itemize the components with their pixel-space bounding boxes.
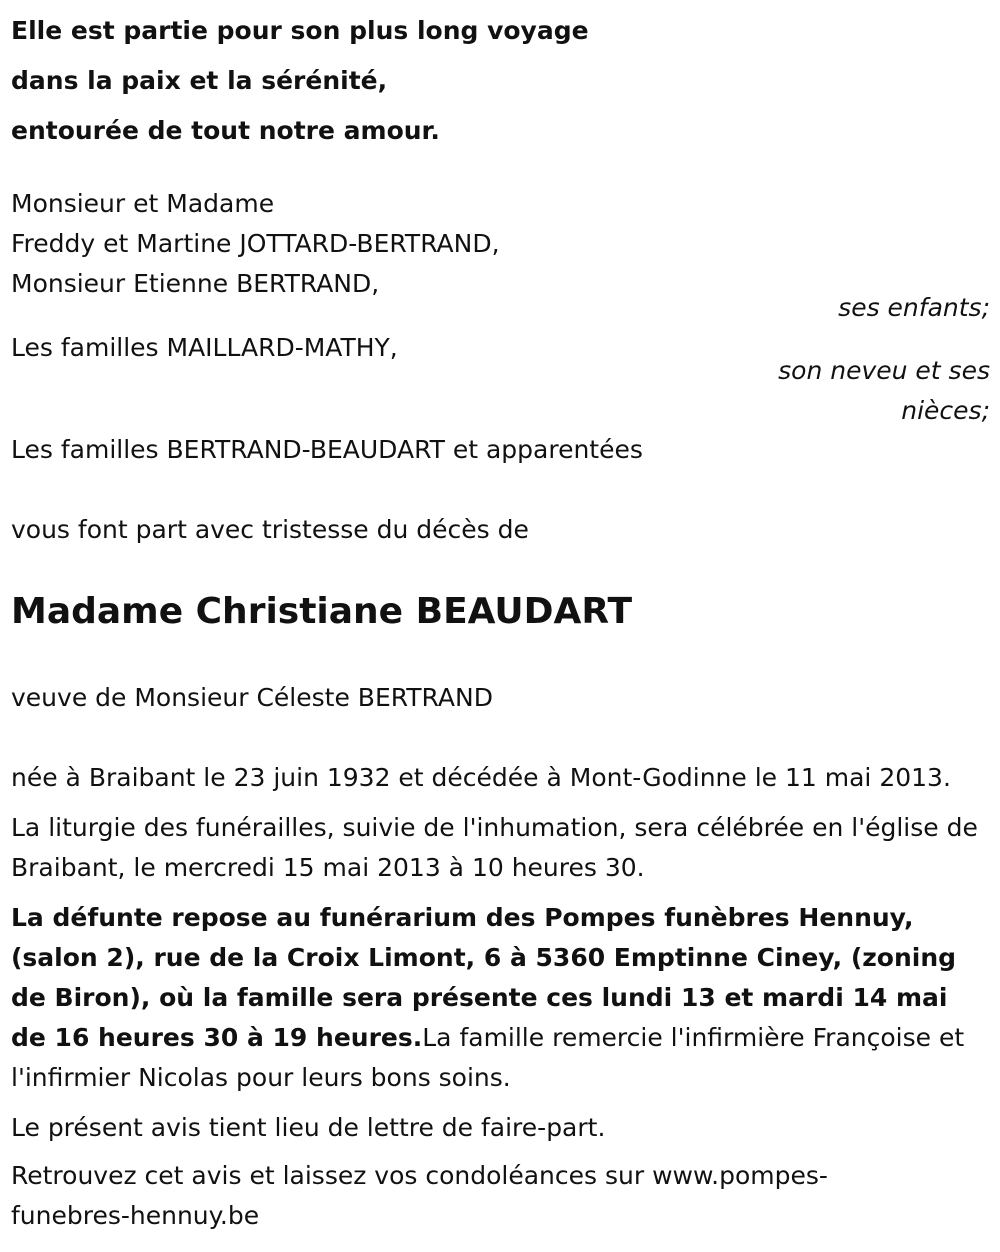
children-relation-note: ses enfants; [838, 293, 990, 322]
poem-line-1: Elle est partie pour son plus long voyage [11, 16, 589, 45]
children-block [11, 184, 911, 304]
birth-death-line: née à Braibant le 23 juin 1932 et décédée à Mont-Godinne le 11 mai 2013. [11, 763, 951, 792]
condolences-paragraph: Retrouvez cet avis et laissez vos condoléances sur www.pompes-funebres-hennuy.be [11, 1161, 828, 1230]
nephew-line: Les familles MAILLARD-MATHY, [11, 333, 398, 362]
liturgy-paragraph: La liturgie des funérailles, suivie de l'inhumation, sera célébrée en l'église de Braibant, le mercredi 15 mai 2013 à 10 heures 30. [11, 813, 978, 882]
poem-line-3: entourée de tout notre amour. [11, 116, 440, 145]
opening-poem [11, 6, 911, 156]
children-line-2: Freddy et Martine JOTTARD-BERTRAND, [11, 229, 500, 258]
nephew-relation-note: son neveu et ses nièces; [778, 356, 990, 425]
thanks-text: La famille remercie l'infirmière Françoise et l'infirmier Nicolas pour leurs bons soins. [11, 1023, 965, 1092]
deceased-name: Madame Christiane BEAUDART [11, 591, 633, 632]
children-line-3: Monsieur Etienne BERTRAND, [11, 269, 380, 298]
announcement-intro: vous font part avec tristesse du décès de [11, 515, 529, 544]
relatives-line: Les familles BERTRAND-BEAUDART et apparentées [11, 435, 643, 464]
repose-details: La défunte repose au funérarium des Pompes funèbres Hennuy, (salon 2), rue de la Croix Limont, 6 à 5360 Emptinne Ciney, (zoning de Biron), où la famille sera présente ces lundi 13 et mardi 14 mai de 16 heures 30 à 19 heures. [11, 903, 957, 1052]
children-line-1: Monsieur et Madame [11, 189, 275, 218]
notice-line: Le présent avis tient lieu de lettre de faire-part. [11, 1113, 606, 1142]
widow-of-line: veuve de Monsieur Céleste BERTRAND [11, 683, 493, 712]
poem-line-2: dans la paix et la sérénité, [11, 66, 388, 95]
repose-paragraph [11, 898, 986, 1098]
